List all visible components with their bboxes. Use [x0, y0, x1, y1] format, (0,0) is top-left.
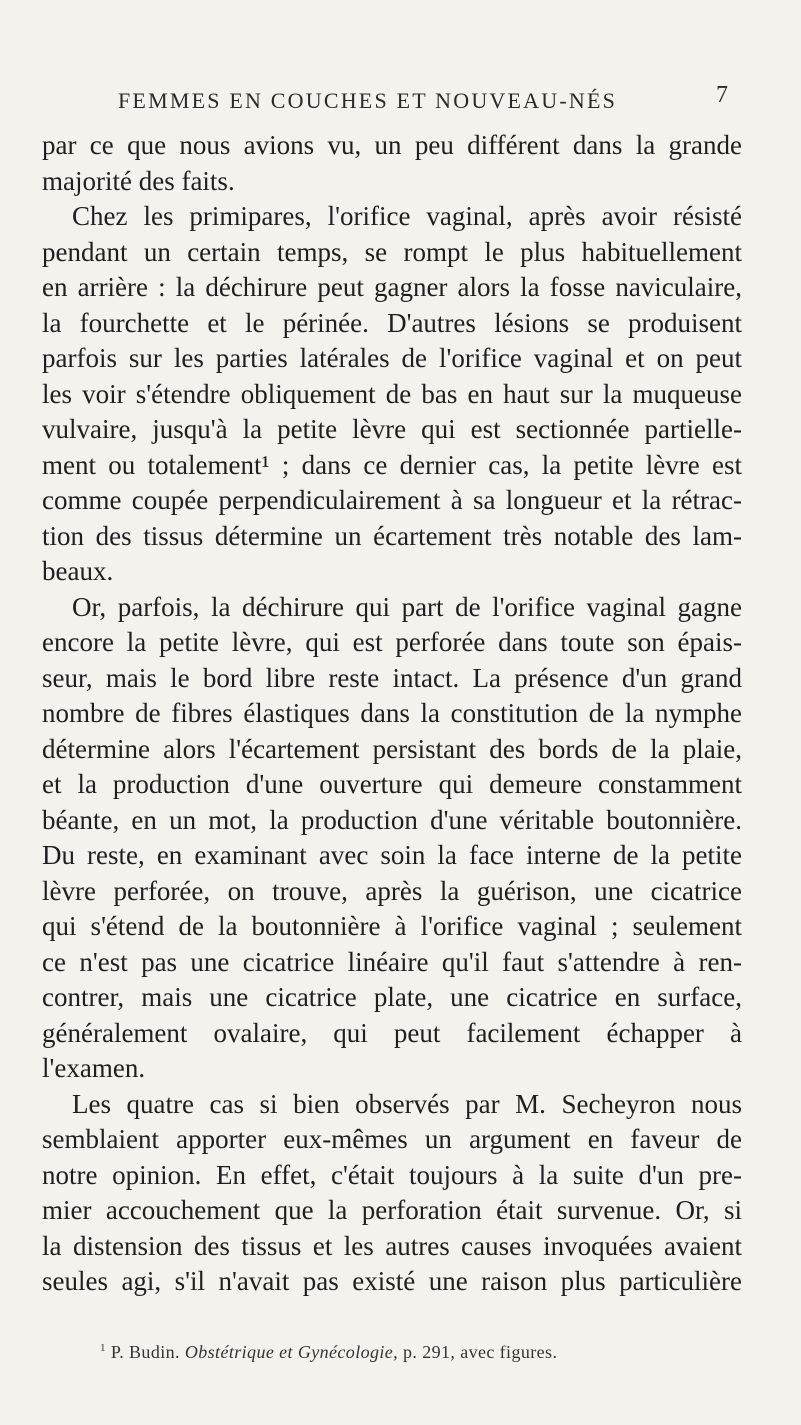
text-line: Or, parfois, la déchirure qui part de l'orifice vaginal gagne [72, 591, 742, 622]
text-line: les voir s'étendre obliquement de bas en haut sur la muqueuse [42, 378, 742, 409]
text-line: béante, en un mot, la production d'une véritable boutonnière. [42, 804, 742, 835]
text-line: la fourchette et le périnée. D'autres lésions se produisent [42, 307, 742, 338]
text-line: ment ou totalement¹ ; dans ce dernier cas, la petite lèvre est [42, 449, 742, 480]
text-line: notre opinion. En effet, c'était toujours à la suite d'un pre- [42, 1159, 742, 1190]
text-line: en arrière : la déchirure peut gagner alors la fosse naviculaire, [42, 272, 742, 302]
text-line: tion des tissus détermine un écartement très notable des lam- [42, 520, 742, 551]
text-line: nombre de fibres élastiques dans la constitution de la nymphe [42, 698, 742, 728]
footnote-marker: 1 [100, 1342, 106, 1354]
text-line: seules agi, s'il n'avait pas existé une raison plus particulière [42, 1266, 742, 1296]
text-line: ce n'est pas une cicatrice linéaire qu'il faut s'attendre à ren- [42, 946, 742, 977]
footnote-details: p. 291, avec figures. [403, 1342, 558, 1362]
text-line: majorité des faits. [42, 165, 235, 196]
text-line: mier accouchement que la perforation était survenue. Or, si [42, 1195, 742, 1225]
text-line: parfois sur les parties latérales de l'orifice vaginal et on peut [42, 343, 742, 373]
text-line: pendant un certain temps, se rompt le plus habituellement [42, 236, 742, 267]
text-line: Les quatre cas si bien observés par M. Secheyron nous [72, 1088, 742, 1119]
text-line: contrer, mais une cicatrice plate, une cicatrice en surface, [42, 982, 742, 1012]
text-line: vulvaire, jusqu'à la petite lèvre qui est sectionnée partielle- [42, 414, 742, 444]
page-number: 7 [716, 82, 728, 108]
text-line: détermine alors l'écartement persistant des bords de la plaie, [42, 733, 742, 764]
text-line: Chez les primipares, l'orifice vaginal, après avoir résisté [72, 201, 742, 231]
footnote-title: Obstétrique et Gynécologie, [184, 1342, 399, 1362]
text-line: par ce que nous avions vu, un peu différent dans la grande [42, 130, 742, 160]
footnote-author: P. Budin. [110, 1342, 180, 1362]
text-line: beaux. [42, 556, 114, 586]
text-line: lèvre perforée, on trouve, après la guérison, une cicatrice [42, 875, 742, 906]
running-title: FEMMES EN COUCHES ET NOUVEAU-NÉS [118, 88, 618, 113]
text-line: comme coupée perpendiculairement à sa longueur et la rétrac- [42, 485, 742, 515]
footnote [100, 1342, 557, 1363]
text-line: Du reste, en examinant avec soin la face interne de la petite [42, 840, 742, 870]
text-line: semblaient apporter eux-mêmes un argument en faveur de [42, 1124, 742, 1154]
text-line: et la production d'une ouverture qui demeure constamment [42, 769, 742, 799]
text-line: encore la petite lèvre, qui est perforée dans toute son épais- [42, 627, 742, 657]
text-line: l'examen. [42, 1053, 146, 1083]
body-text [42, 128, 742, 1300]
text-line: seur, mais le bord libre reste intact. La présence d'un grand [42, 662, 742, 693]
text-line: qui s'étend de la boutonnière à l'orifice vaginal ; seulement [42, 911, 742, 941]
text-line: généralement ovalaire, qui peut facilement échapper à [42, 1017, 742, 1048]
text-line: la distension des tissus et les autres causes invoquées avaient [42, 1230, 742, 1261]
